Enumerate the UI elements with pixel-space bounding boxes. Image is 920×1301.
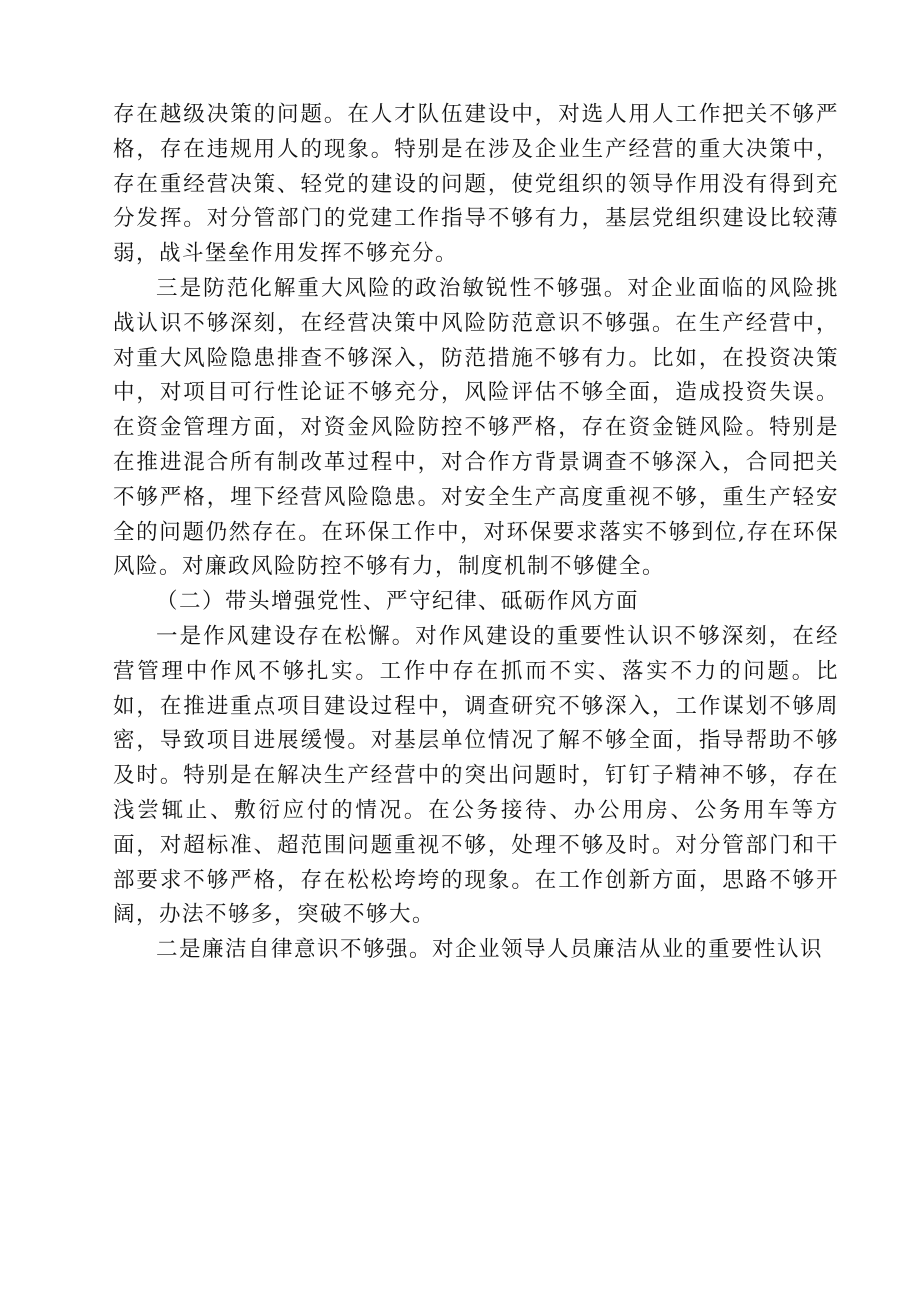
document-body bbox=[113, 98, 839, 968]
paragraph-work-style: 一是作风建设存在松懈。对作风建设的重要性认识不够深刻，在经营管理中作风不够扎实。工作中存在抓而不实、落实不力的问题。比如，在推进重点项目建设过程中，调查研究不够深入，工作谋划不够周密，导致项目进展缓慢。对基层单位情况了解不够全面，指导帮助不够及时。特别是在解决生产经营中的突出问题时，钉钉子精神不够，存在浅尝辄止、敷衍应付的情况。在公务接待、办公用房、公务用车等方面，对超标准、超范围问题重视不够，处理不够及时。对分管部门和干部要求不够严格，存在松松垮垮的现象。在工作创新方面，思路不够开阔，办法不够多，突破不够大。 bbox=[113, 623, 839, 928]
section-heading-party-discipline: （二）带头增强党性、严守纪律、砥砺作风方面 bbox=[156, 589, 640, 615]
paragraph-integrity: 二是廉洁自律意识不够强。对企业领导人员廉洁从业的重要性认识 bbox=[156, 937, 824, 963]
paragraph-risk-prevention: 三是防范化解重大风险的政治敏锐性不够强。对企业面临的风险挑战认识不够深刻，在经营决策中风险防范意识不够强。在生产经营中，对重大风险隐患排查不够深入，防范措施不够有力。比如，在投资决策中，对项目可行性论证不够充分，风险评估不够全面，造成投资失误。在资金管理方面，对资金风险防控不够严格，存在资金链风险。特别是在推进混合所有制改革过程中，对合作方背景调查不够深入，合同把关不够严格，埋下经营风险隐患。对安全生产高度重视不够，重生产轻安全的问题仍然存在。在环保工作中，对环保要求落实不够到位,存在环保风险。对廉政风险防控不够有力，制度机制不够健全。 bbox=[113, 275, 839, 580]
paragraph-continuation: 存在越级决策的问题。在人才队伍建设中，对选人用人工作把关不够严格，存在违规用人的现象。特别是在涉及企业生产经营的重大决策中，存在重经营决策、轻党的建设的问题，使党组织的领导作用没有得到充分发挥。对分管部门的党建工作指导不够有力，基层党组织建设比较薄弱，战斗堡垒作用发挥不够充分。 bbox=[113, 102, 839, 267]
